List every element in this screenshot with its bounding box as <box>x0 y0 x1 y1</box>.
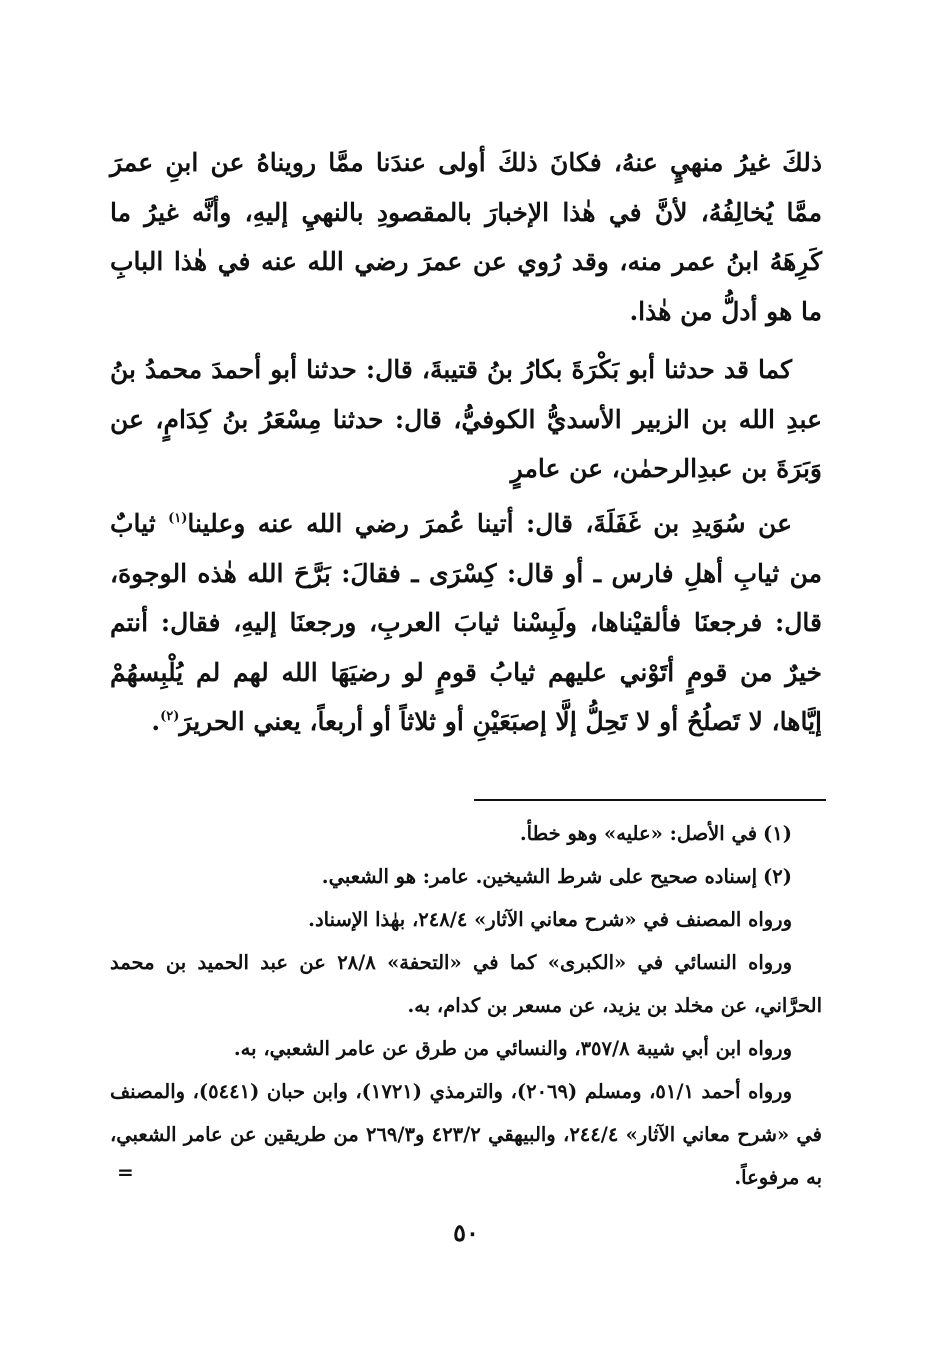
paragraph-3-part-2: ثيابٌ من ثيابِ أهلِ فارس ـ أو قال: كِسْرَى ـ فقالَ: بَرَّحَ الله هٰذه الوجوهَ، قال: فرجعنَا فألقيْناها، ولَبِسْنا ثيابَ العربِ، ورجعنَا إليهِ، فقال: أنتم خيرٌ من قومٍ أتَوْني عليهم ثيابُ قومٍ لو رضيَهَا الله لهم لم يُلْبِسهُمْ إيَّاها، لا تَصلُحُ أو لا تَحِلُّ إلَّا إصبَعَيْنِ أو ثلاثاً أو أربعاً، يعني الحريرَ <box>110 509 822 737</box>
footnote-text: ورواه المصنف في «شرح معاني الآثار» ٢٤٨/٤، بهٰذا الإسناد. <box>308 908 792 931</box>
footnote-text: ورواه النسائي في «الكبرى» كما في «التحفة» ٢٨/٨ عن عبد الحميد بن محمد الحرَّاني، عن مخلد بن يزيد، عن مسعر بن كدام، به. <box>110 951 822 1017</box>
footnote-number: (٢) <box>763 865 792 888</box>
footnote-2 <box>110 855 822 898</box>
footnote-2-line-2 <box>110 898 822 941</box>
footnote-text: ورواه ابن أبي شيبة ٣٥٧/٨، والنسائي من طرق عن عامر الشعبي، به. <box>233 1037 792 1060</box>
footnote-number: (١) <box>763 822 792 845</box>
footnote-2-line-5 <box>110 1070 822 1199</box>
paragraph-3 <box>110 499 822 747</box>
page-number: ٥٠ <box>453 1218 479 1247</box>
footnote-2-line-3 <box>110 941 822 1027</box>
main-text <box>110 138 822 747</box>
footnote-1 <box>110 812 822 855</box>
footnote-2-line-4 <box>110 1027 822 1070</box>
continuation-mark: = <box>117 1160 134 1184</box>
paragraph-1: ذلكَ غيرُ منهيٍ عنهُ، فكانَ ذلكَ أولى عندَنا ممَّا رويناهُ عن ابنِ عمرَ ممَّا يُخالِفُهُ، لأنَّ في هٰذا الإخبارَ بالمقصودِ بالنهيِ إليهِ، وأنَّه غيرُ ما كَرِهَهُ ابنُ عمر منه، وقد رُوي عن عمرَ رضي الله عنه في هٰذا البابِ ما هو أدلُّ من هٰذا. <box>110 148 822 326</box>
footnote-separator <box>474 799 826 801</box>
footnote-mark-2: (٢) <box>160 709 180 725</box>
footnote-text: في الأصل: «عليه» وهو خطأ. <box>519 822 758 845</box>
footnote-text: ورواه أحمد ٥١/١، ومسلم (٢٠٦٩)، والترمذي (١٧٢١)، وابن حبان (٥٤٤١)، والمصنف في «شرح معاني الآثار» ٢٤٤/٤، والبيهقي ٤٢٣/٢ و٢٦٩/٣ من طريقين عن عامر الشعبي، به مرفوعاً. <box>110 1080 823 1189</box>
footnote-mark-1: (١) <box>168 511 188 526</box>
paragraph-3-end: . <box>151 707 161 737</box>
footnote-text: إسناده صحيح على شرط الشيخين. عامر: هو الشعبي. <box>321 865 758 888</box>
paragraph-3-part-1: عن سُوَيدِ بن غَفَلَةَ، قال: أتينا عُمرَ رضي الله عنه وعلينا <box>187 509 792 538</box>
paragraph-2: كما قد حدثنا أبو بَكْرَةَ بكارُ بنُ قتيبةَ، قال: حدثنا أبو أحمدَ محمدُ بنُ عبدِ الله بن الزبير الأسديُّ الكوفيُّ، قال: حدثنا مِسْعَرُ بنُ كِدَامٍ، عن وَبَرَةَ بن عبدِالرحمٰن، عن عامرٍ <box>110 355 822 484</box>
footnotes <box>110 812 822 1199</box>
